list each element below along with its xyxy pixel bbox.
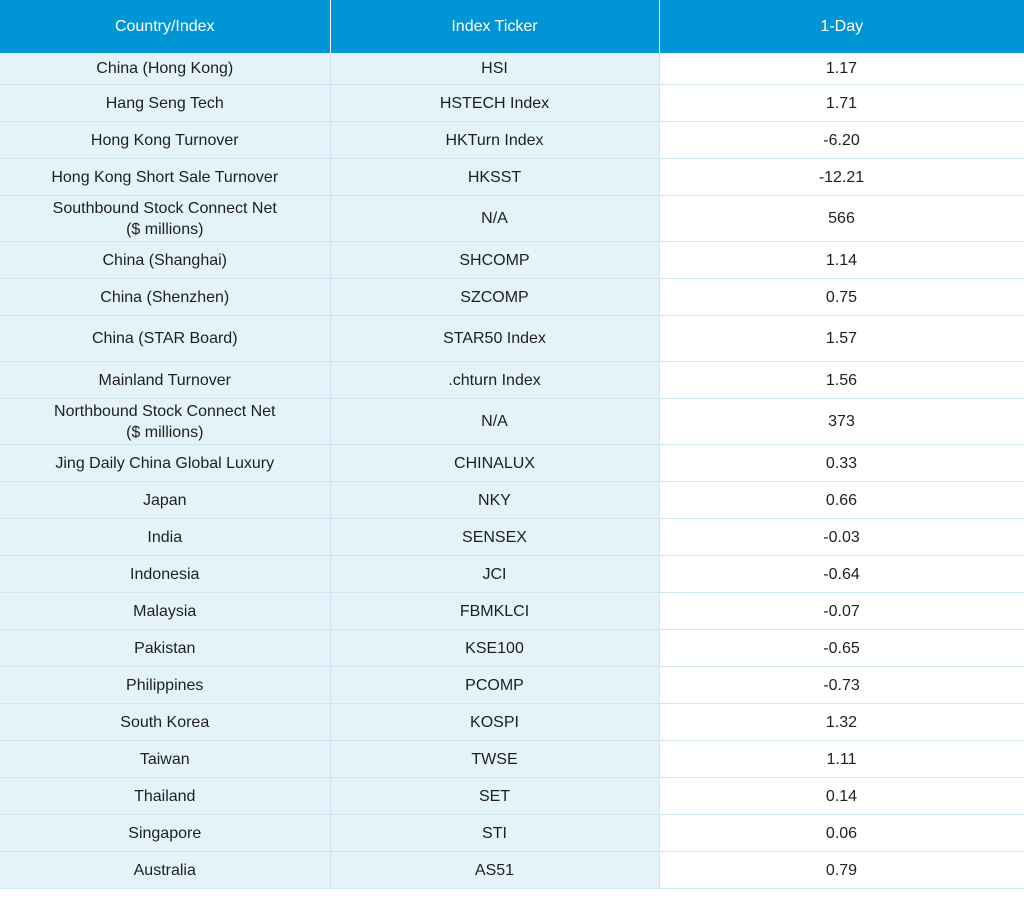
value-cell: 1.32 bbox=[659, 704, 1024, 741]
ticker-cell: KSE100 bbox=[330, 630, 659, 667]
value-cell: -0.73 bbox=[659, 667, 1024, 704]
country-line-1: Northbound Stock Connect Net bbox=[54, 402, 276, 420]
country-line-1: Southbound Stock Connect Net bbox=[52, 199, 277, 217]
value-cell: -6.20 bbox=[659, 122, 1024, 159]
value-cell: -0.07 bbox=[659, 593, 1024, 630]
country-cell: Hong Kong Short Sale Turnover bbox=[0, 159, 330, 196]
value-cell: 0.33 bbox=[659, 445, 1024, 482]
ticker-cell: TWSE bbox=[330, 741, 659, 778]
table-row bbox=[0, 519, 1024, 556]
country-cell: Thailand bbox=[0, 778, 330, 815]
ticker-cell: .chturn Index bbox=[330, 362, 659, 399]
value-cell: 0.79 bbox=[659, 852, 1024, 889]
table-row bbox=[0, 778, 1024, 815]
country-cell bbox=[0, 399, 330, 445]
value-cell: -0.64 bbox=[659, 556, 1024, 593]
table-row bbox=[0, 556, 1024, 593]
table-row bbox=[0, 815, 1024, 852]
value-cell: 0.06 bbox=[659, 815, 1024, 852]
country-cell: Australia bbox=[0, 852, 330, 889]
table-row bbox=[0, 316, 1024, 362]
ticker-cell: AS51 bbox=[330, 852, 659, 889]
value-cell: 0.66 bbox=[659, 482, 1024, 519]
country-cell: Malaysia bbox=[0, 593, 330, 630]
table-row bbox=[0, 630, 1024, 667]
value-cell: -0.65 bbox=[659, 630, 1024, 667]
country-line-2: ($ millions) bbox=[126, 423, 204, 441]
ticker-cell: SET bbox=[330, 778, 659, 815]
table-row bbox=[0, 53, 1024, 85]
value-cell: 566 bbox=[659, 196, 1024, 242]
value-cell: 0.14 bbox=[659, 778, 1024, 815]
table-row bbox=[0, 482, 1024, 519]
ticker-cell: STAR50 Index bbox=[330, 316, 659, 362]
value-cell: -12.21 bbox=[659, 159, 1024, 196]
table-row bbox=[0, 242, 1024, 279]
ticker-cell: KOSPI bbox=[330, 704, 659, 741]
country-cell: Philippines bbox=[0, 667, 330, 704]
table-row bbox=[0, 445, 1024, 482]
country-cell: China (Hong Kong) bbox=[0, 53, 330, 85]
ticker-cell: SENSEX bbox=[330, 519, 659, 556]
value-cell: 1.71 bbox=[659, 85, 1024, 122]
ticker-cell: SHCOMP bbox=[330, 242, 659, 279]
country-cell bbox=[0, 196, 330, 242]
country-line-2: ($ millions) bbox=[126, 220, 204, 238]
table-row bbox=[0, 667, 1024, 704]
header-country-index: Country/Index bbox=[0, 0, 330, 53]
country-cell: China (STAR Board) bbox=[0, 316, 330, 362]
value-cell: 1.17 bbox=[659, 53, 1024, 85]
country-cell: India bbox=[0, 519, 330, 556]
ticker-cell: HSI bbox=[330, 53, 659, 85]
country-cell: Singapore bbox=[0, 815, 330, 852]
ticker-cell: PCOMP bbox=[330, 667, 659, 704]
ticker-cell: N/A bbox=[330, 196, 659, 242]
country-cell: Japan bbox=[0, 482, 330, 519]
value-cell: 373 bbox=[659, 399, 1024, 445]
ticker-cell: FBMKLCI bbox=[330, 593, 659, 630]
value-cell: 1.57 bbox=[659, 316, 1024, 362]
country-cell: Mainland Turnover bbox=[0, 362, 330, 399]
country-cell: Indonesia bbox=[0, 556, 330, 593]
value-cell: 1.14 bbox=[659, 242, 1024, 279]
table-row bbox=[0, 741, 1024, 778]
table-row bbox=[0, 279, 1024, 316]
ticker-cell: HKTurn Index bbox=[330, 122, 659, 159]
table-row bbox=[0, 399, 1024, 445]
ticker-cell: CHINALUX bbox=[330, 445, 659, 482]
table-row bbox=[0, 852, 1024, 889]
ticker-cell: JCI bbox=[330, 556, 659, 593]
country-cell: Pakistan bbox=[0, 630, 330, 667]
ticker-cell: HKSST bbox=[330, 159, 659, 196]
table-row bbox=[0, 85, 1024, 122]
table-row bbox=[0, 196, 1024, 242]
table-row bbox=[0, 159, 1024, 196]
ticker-cell: NKY bbox=[330, 482, 659, 519]
ticker-cell: HSTECH Index bbox=[330, 85, 659, 122]
value-cell: -0.03 bbox=[659, 519, 1024, 556]
table-header-row bbox=[0, 0, 1024, 53]
country-cell: Hong Kong Turnover bbox=[0, 122, 330, 159]
country-cell: South Korea bbox=[0, 704, 330, 741]
value-cell: 0.75 bbox=[659, 279, 1024, 316]
header-index-ticker: Index Ticker bbox=[330, 0, 659, 53]
table-row bbox=[0, 593, 1024, 630]
table-row bbox=[0, 362, 1024, 399]
header-one-day: 1-Day bbox=[659, 0, 1024, 53]
table-row bbox=[0, 122, 1024, 159]
value-cell: 1.11 bbox=[659, 741, 1024, 778]
country-cell: Hang Seng Tech bbox=[0, 85, 330, 122]
ticker-cell: SZCOMP bbox=[330, 279, 659, 316]
country-cell: Taiwan bbox=[0, 741, 330, 778]
country-cell: Jing Daily China Global Luxury bbox=[0, 445, 330, 482]
value-cell: 1.56 bbox=[659, 362, 1024, 399]
ticker-cell: N/A bbox=[330, 399, 659, 445]
country-cell: China (Shenzhen) bbox=[0, 279, 330, 316]
table-row bbox=[0, 704, 1024, 741]
ticker-cell: STI bbox=[330, 815, 659, 852]
country-cell: China (Shanghai) bbox=[0, 242, 330, 279]
